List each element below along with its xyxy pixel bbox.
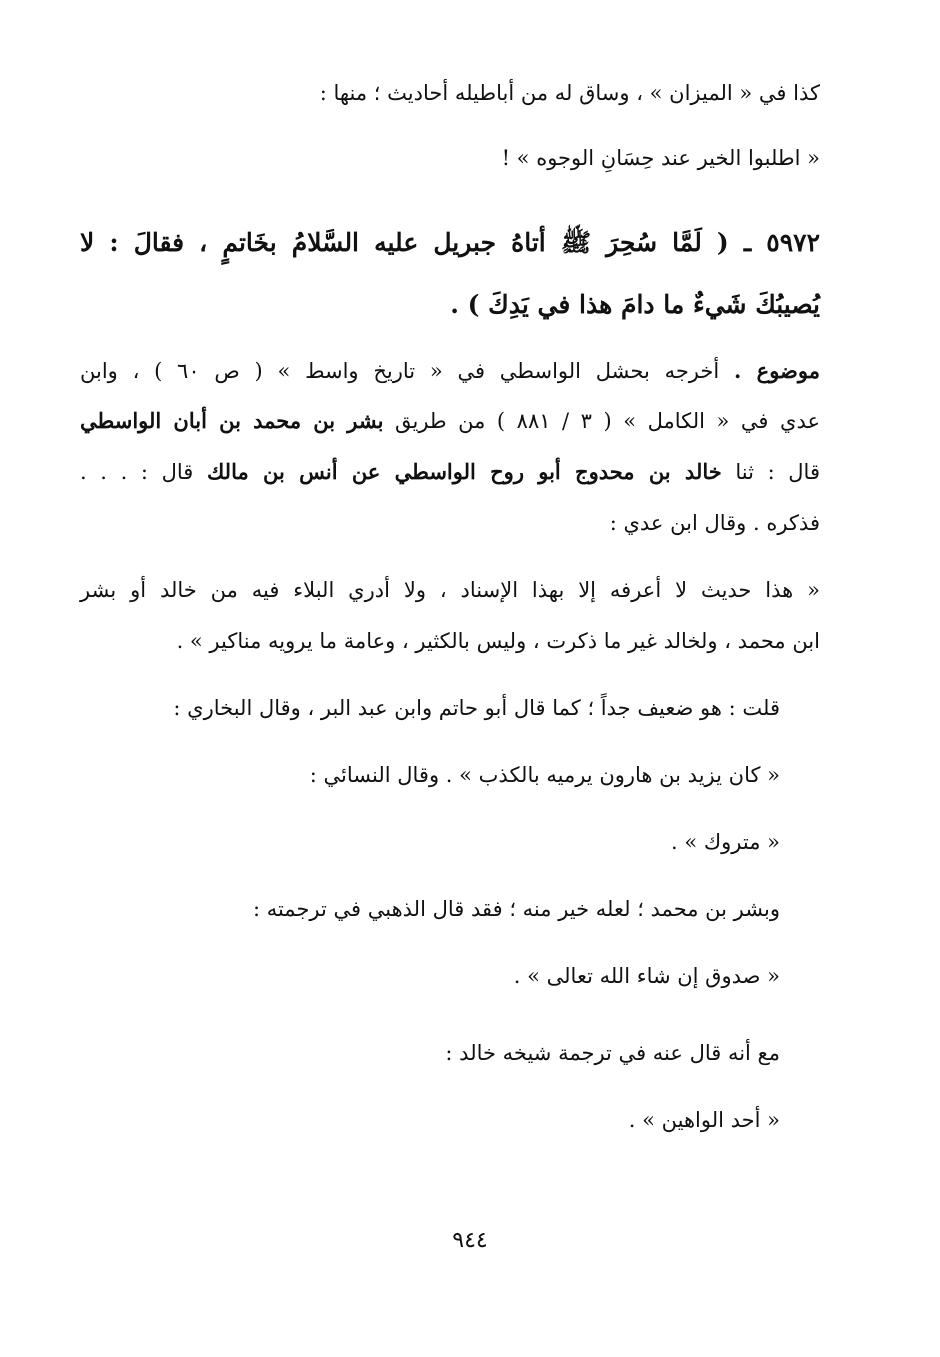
comment-line-5: « صدوق إن شاء الله تعالى » .: [513, 964, 780, 988]
comment-line-4: وبشر بن محمد ؛ لعله خير منه ؛ فقد قال الذهبي في ترجمته :: [252, 897, 780, 921]
takhrij-line-2: [80, 406, 820, 436]
comment-line-1: قلت : هو ضعيف جداً ؛ كما قال أبو حاتم وابن عبد البر ، وقال البخاري :: [173, 696, 780, 720]
text-line-quote-hisan: « اطلبوا الخير عند حِسَانِ الوجوه » !: [501, 146, 820, 170]
comment-line-7: « أحد الواهين » .: [628, 1108, 780, 1132]
takhrij-line-3-text: قال : ثنا: [721, 460, 820, 484]
text-line-mizan: كذا في « الميزان » ، وساق له من أباطيله أحاديث ؛ منها :: [319, 81, 820, 105]
comment-line-6: مع أنه قال عنه في ترجمة شيخه خالد :: [445, 1041, 780, 1065]
comment-line-2: « كان يزيد بن هارون يرميه بالكذب » . وقال النسائي :: [309, 763, 780, 787]
takhrij-line-3-end: قال : . . .: [80, 460, 207, 484]
page-number: ٩٤٤: [452, 1228, 488, 1253]
takhrij-line-2-text: عدي في « الكامل » ( ٣ / ٨٨١ ) من طريق: [383, 409, 820, 433]
takhrij-line-3: [80, 457, 820, 487]
comment-line-3: « متروك » .: [670, 830, 780, 854]
takhrij-line-1: [80, 356, 820, 386]
ibn-adi-quote-line-1: « هذا حديث لا أعرفه إلا بهذا الإسناد ، ولا أدري البلاء فيه من خالد أو بشر: [80, 578, 820, 602]
hadith-heading-line-1: ٥٩٧٢ ـ ( لَمَّا سُحِرَ ﷺ أتاهُ جبريل عليه السَّلامُ بخَاتمٍ ، فقالَ : لا: [80, 228, 820, 257]
takhrij-line-1-rest: أخرجه بحشل الواسطي في « تاريخ واسط » ( ص ٦٠ ) ، وابن: [80, 359, 734, 383]
ibn-adi-quote-line-2: ابن محمد ، ولخالد غير ما ذكرت ، وليس بالكثير ، وعامة ما يرويه مناكير » .: [176, 629, 820, 653]
takhrij-line-4: فذكره . وقال ابن عدي :: [609, 511, 820, 535]
grading-label: موضوع .: [733, 358, 820, 383]
hadith-heading-line-2: يُصيبُكَ شَيءٌ ما دامَ هذا في يَدِكَ ) .: [450, 290, 820, 319]
narrator-name-bishr: بشر بن محمد بن أبان الواسطي: [80, 408, 384, 433]
narrator-chain: خالد بن محدوج أبو روح الواسطي عن أنس بن مالك: [206, 459, 722, 484]
